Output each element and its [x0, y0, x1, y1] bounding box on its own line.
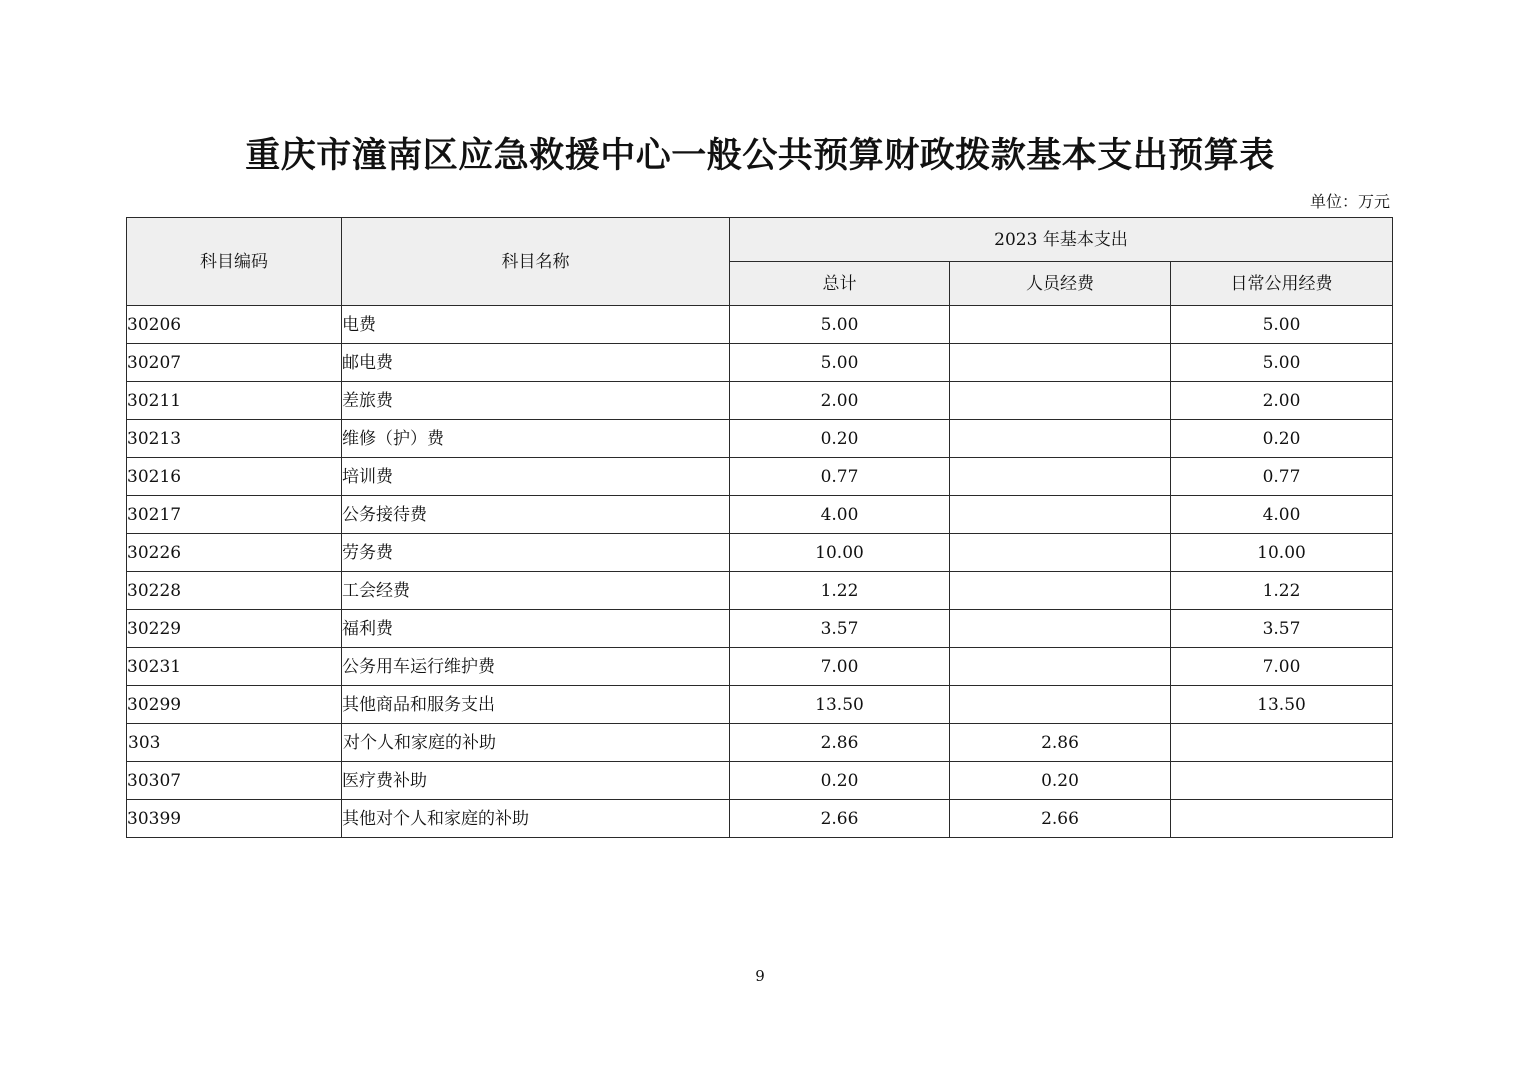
cell-code: 30207: [127, 344, 342, 382]
header-total: 总计: [730, 262, 950, 306]
cell-public: 0.20: [1171, 420, 1393, 458]
cell-personnel: [950, 306, 1171, 344]
cell-name: 公务接待费: [342, 496, 730, 534]
cell-name: 公务用车运行维护费: [342, 648, 730, 686]
cell-total: 4.00: [730, 496, 950, 534]
cell-total: 2.86: [730, 724, 950, 762]
cell-name: 差旅费: [342, 382, 730, 420]
cell-personnel: [950, 458, 1171, 496]
cell-name: 工会经费: [342, 572, 730, 610]
cell-total: 0.77: [730, 458, 950, 496]
cell-total: 0.20: [730, 762, 950, 800]
cell-code: 30299: [127, 686, 342, 724]
header-code: 科目编码: [127, 218, 342, 306]
cell-public: [1171, 800, 1393, 838]
cell-code: 30231: [127, 648, 342, 686]
cell-name: 其他商品和服务支出: [342, 686, 730, 724]
cell-code: 30228: [127, 572, 342, 610]
table-row: [127, 382, 1393, 420]
cell-personnel: [950, 572, 1171, 610]
header-public: 日常公用经费: [1171, 262, 1393, 306]
cell-total: 0.20: [730, 420, 950, 458]
cell-name: 维修（护）费: [342, 420, 730, 458]
cell-public: 1.22: [1171, 572, 1393, 610]
cell-personnel: [950, 496, 1171, 534]
cell-code: 30206: [127, 306, 342, 344]
cell-public: 7.00: [1171, 648, 1393, 686]
cell-public: 2.00: [1171, 382, 1393, 420]
cell-public: 13.50: [1171, 686, 1393, 724]
cell-code: 30217: [127, 496, 342, 534]
cell-code: 30213: [127, 420, 342, 458]
table-row: [127, 610, 1393, 648]
cell-code: 30216: [127, 458, 342, 496]
table-row: [127, 534, 1393, 572]
cell-public: 3.57: [1171, 610, 1393, 648]
page-number: 9: [755, 967, 765, 985]
table-body: [127, 306, 1393, 838]
cell-name: 电费: [342, 306, 730, 344]
cell-total: 10.00: [730, 534, 950, 572]
cell-code: 30226: [127, 534, 342, 572]
cell-public: 4.00: [1171, 496, 1393, 534]
cell-personnel: [950, 344, 1171, 382]
cell-total: 3.57: [730, 610, 950, 648]
cell-total: 5.00: [730, 306, 950, 344]
table-row: [127, 762, 1393, 800]
cell-personnel: 2.66: [950, 800, 1171, 838]
cell-personnel: 2.86: [950, 724, 1171, 762]
unit-label: 单位：万元: [1309, 192, 1390, 211]
cell-personnel: [950, 534, 1171, 572]
cell-total: 2.00: [730, 382, 950, 420]
cell-code: 30307: [127, 762, 342, 800]
cell-personnel: [950, 610, 1171, 648]
cell-personnel: [950, 382, 1171, 420]
cell-public: [1171, 762, 1393, 800]
table-row: [127, 420, 1393, 458]
table-row: [127, 686, 1393, 724]
cell-total: 13.50: [730, 686, 950, 724]
budget-table: [126, 217, 1393, 838]
cell-public: 10.00: [1171, 534, 1393, 572]
cell-code: 303: [127, 724, 342, 762]
header-name: 科目名称: [342, 218, 730, 306]
cell-total: 2.66: [730, 800, 950, 838]
cell-public: 5.00: [1171, 306, 1393, 344]
cell-personnel: [950, 420, 1171, 458]
table-row: [127, 648, 1393, 686]
page-title: 重庆市潼南区应急救援中心一般公共预算财政拨款基本支出预算表: [245, 135, 1275, 176]
cell-total: 1.22: [730, 572, 950, 610]
header-personnel: 人员经费: [950, 262, 1171, 306]
cell-name: 福利费: [342, 610, 730, 648]
header-group: 2023 年基本支出: [730, 218, 1393, 262]
cell-name: 邮电费: [342, 344, 730, 382]
cell-public: [1171, 724, 1393, 762]
table-header: [127, 218, 1393, 306]
cell-name: 培训费: [342, 458, 730, 496]
table-row: [127, 306, 1393, 344]
table-row: [127, 344, 1393, 382]
cell-personnel: 0.20: [950, 762, 1171, 800]
cell-personnel: [950, 686, 1171, 724]
cell-public: 0.77: [1171, 458, 1393, 496]
cell-name: 劳务费: [342, 534, 730, 572]
cell-name: 对个人和家庭的补助: [342, 724, 730, 762]
cell-name: 医疗费补助: [342, 762, 730, 800]
table-row: [127, 800, 1393, 838]
cell-code: 30211: [127, 382, 342, 420]
cell-code: 30399: [127, 800, 342, 838]
cell-code: 30229: [127, 610, 342, 648]
table-row: [127, 724, 1393, 762]
cell-name: 其他对个人和家庭的补助: [342, 800, 730, 838]
cell-total: 7.00: [730, 648, 950, 686]
cell-public: 5.00: [1171, 344, 1393, 382]
cell-personnel: [950, 648, 1171, 686]
table-row: [127, 458, 1393, 496]
table-row: [127, 496, 1393, 534]
cell-total: 5.00: [730, 344, 950, 382]
table-row: [127, 572, 1393, 610]
